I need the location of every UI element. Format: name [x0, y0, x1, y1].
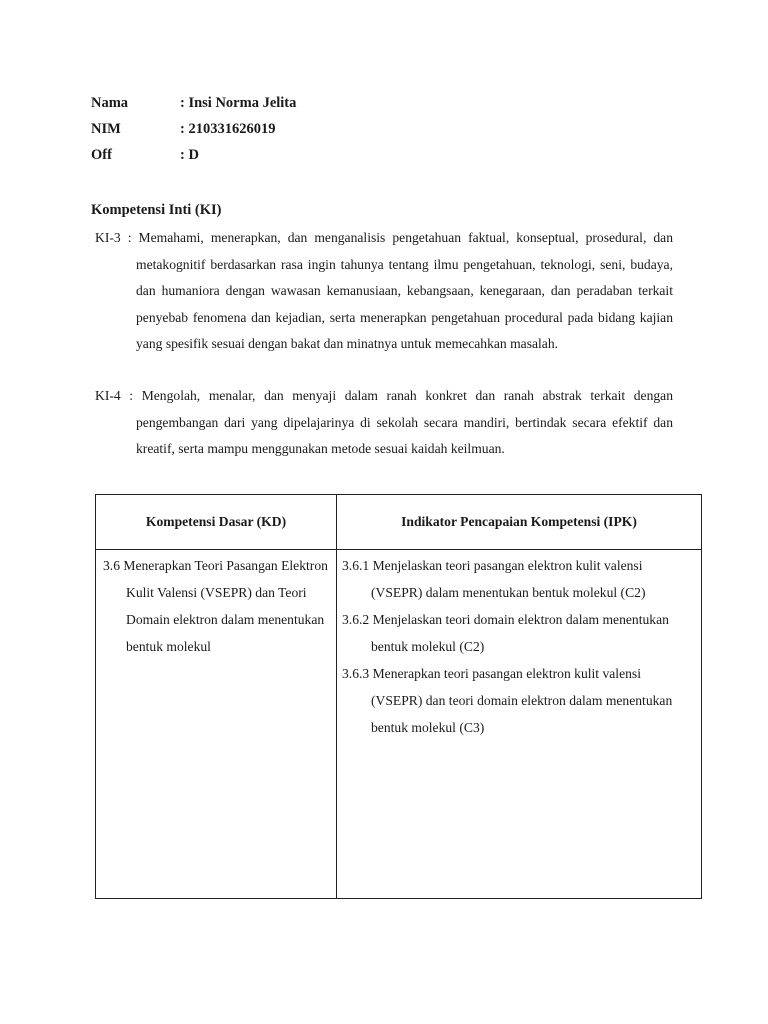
ki-4-paragraph: [95, 383, 673, 463]
ki-3-label: KI-3 :: [95, 230, 132, 245]
ki-4-label: KI-4 :: [95, 388, 134, 403]
nim-value: : 210331626019: [180, 121, 276, 137]
ipk-item-3: 3.6.3 Menerapkan teori pasangan elektron kulit valensi (VSEPR) dan teori domain elektron dalam menentukan bentuk molekul (C3): [342, 666, 673, 735]
kd-item: 3.6 Menerapkan Teori Pasangan Elektron Kulit Valensi (VSEPR) dan Teori Domain elektron dalam menentukan bentuk molekul: [103, 558, 328, 654]
name-value: : Insi Norma Jelita: [180, 95, 297, 111]
nim-label: NIM: [91, 121, 121, 137]
ipk-item-1: 3.6.1 Menjelaskan teori pasangan elektron kulit valensi (VSEPR) dalam menentukan bentuk molekul (C2): [342, 558, 646, 600]
off-value: : D: [180, 147, 199, 163]
ki-4-text: [95, 383, 673, 463]
ipk-item-2: 3.6.2 Menjelaskan teori domain elektron dalam menentukan bentuk molekul (C2): [342, 612, 669, 654]
ki-3-body: Memahami, menerapkan, dan menganalisis pengetahuan faktual, konseptual, prosedural, dan metakognitif berdasarkan rasa ingin tahunya tentang ilmu pengetahuan, teknologi, seni, budaya, dan humaniora dengan wawasan kemanusiaan, kebangsaan, kenegaraan, dan peradaban terkait penyebab fenomena dan kejadian, serta menerapkan pengetahuan procedural pada bidang kajian yang spesifik sesuai dengan bakat dan minatnya untuk memecahkan masalah.: [136, 230, 673, 351]
kd-cell: [96, 550, 337, 899]
identity-row-nim: [91, 118, 296, 144]
kd-header: Kompetensi Dasar (KD): [96, 495, 337, 550]
ipk-cell: [337, 550, 702, 899]
ki-3-text: [95, 225, 673, 358]
identity-row-name: [91, 92, 296, 118]
ipk-header: Indikator Pencapaian Kompetensi (IPK): [337, 495, 702, 550]
identity-row-off: [91, 144, 296, 170]
identity-block: [91, 92, 296, 170]
competency-table: [95, 494, 702, 899]
ki-4-body: Mengolah, menalar, dan menyaji dalam ranah konkret dan ranah abstrak terkait dengan pengembangan dari yang dipelajarinya di sekolah secara mandiri, bertindak secara efektif dan kreatif, serta mampu menggunakan metode sesuai kaidah keilmuan.: [136, 388, 673, 456]
ki-3-paragraph: [95, 225, 673, 358]
ki-section-title: Kompetensi Inti (KI): [91, 202, 222, 218]
table-header-row: [96, 495, 702, 550]
off-label: Off: [91, 147, 112, 163]
table-row: [96, 550, 702, 899]
name-label: Nama: [91, 95, 129, 111]
